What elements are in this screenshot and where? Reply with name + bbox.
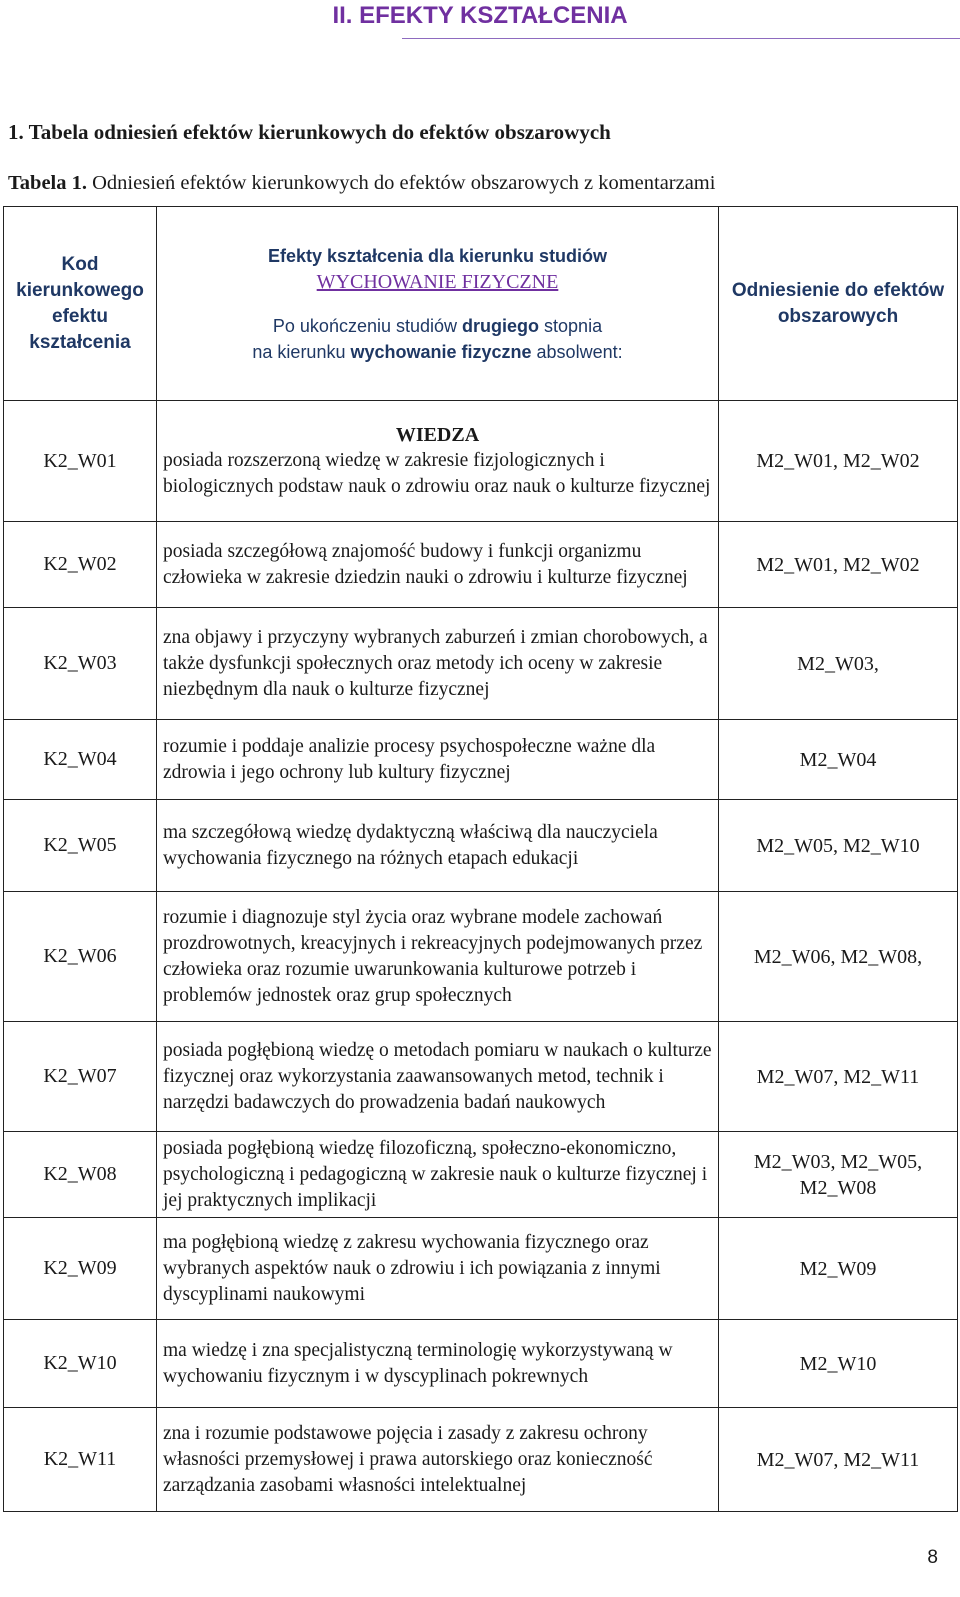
caption-text: Odniesień efektów kierunkowych do efektów obszarowych z komentarzami <box>87 172 716 194</box>
section-heading: 1. Tabela odniesień efektów kierunkowych do efektów obszarowych <box>8 120 611 144</box>
table-header-row <box>4 207 958 401</box>
header-effects <box>157 207 719 401</box>
header-code <box>4 207 157 401</box>
row-reference: M2_W03, M2_W05, M2_W08 <box>719 1132 958 1218</box>
caption-prefix: Tabela 1. <box>8 172 87 194</box>
row-reference: M2_W04 <box>719 720 958 800</box>
title-underline <box>402 38 960 39</box>
row-code: K2_W02 <box>4 522 157 608</box>
row-code: K2_W06 <box>4 892 157 1022</box>
row-reference: M2_W10 <box>719 1320 958 1408</box>
row-description: rozumie i diagnozuje styl życia oraz wybrane modele zachowań prozdrowotnych, kreacyjnych i rekreacyjnych podejmowanych przez człowieka oraz rozumie uwarunkowania kulturowe potrzeb i problemów jednostek oraz grup społecznych <box>157 892 719 1022</box>
row-reference: M2_W06, M2_W08, <box>719 892 958 1022</box>
row-reference: M2_W07, M2_W11 <box>719 1408 958 1512</box>
table-row <box>4 800 958 892</box>
header-effects-line4: na kierunku wychowanie fizyczne absolwent: <box>252 341 623 362</box>
table-row <box>4 1132 958 1218</box>
row-description: posiada pogłębioną wiedzę o metodach pomiaru w naukach o kulturze fizycznej oraz wykorzystania zaawansowanych metod, technik i narzędzi badawczych do prowadzenia badań naukowych <box>157 1022 719 1132</box>
header-effects-line3: Po ukończeniu studiów drugiego stopnia <box>272 315 603 336</box>
table-row <box>4 1022 958 1132</box>
row-description: rozumie i poddaje analizie procesy psychospołeczne ważne dla zdrowia i jego ochrony lub kultury fizycznej <box>157 720 719 800</box>
row-reference: M2_W01, M2_W02 <box>719 401 958 522</box>
row-reference: M2_W07, M2_W11 <box>719 1022 958 1132</box>
header-reference-label: Odniesienie do efektów obszarowych <box>731 279 945 327</box>
table-caption <box>8 172 715 195</box>
row-code: K2_W10 <box>4 1320 157 1408</box>
row-reference: M2_W01, M2_W02 <box>719 522 958 608</box>
table-row <box>4 892 958 1022</box>
row-reference: M2_W05, M2_W10 <box>719 800 958 892</box>
row-code: K2_W04 <box>4 720 157 800</box>
row-code: K2_W07 <box>4 1022 157 1132</box>
page-number: 8 <box>927 1547 938 1568</box>
header-code-label: Kod kierunkowego efektu kształcenia <box>16 253 144 353</box>
row-description: zna objawy i przyczyny wybranych zaburzeń i zmian chorobowych, a także dysfunkcji społecznych oraz metody ich oceny w zakresie niezbędnym dla nauk o kulturze fizycznej <box>157 608 719 720</box>
row-reference: M2_W09 <box>719 1218 958 1320</box>
row-description <box>157 401 719 522</box>
table-row <box>4 720 958 800</box>
table-row <box>4 401 958 522</box>
effects-table <box>3 206 958 1512</box>
header-reference <box>719 207 958 401</box>
table-row <box>4 1320 958 1408</box>
row-code: K2_W08 <box>4 1132 157 1218</box>
row-code: K2_W05 <box>4 800 157 892</box>
row-description: zna i rozumie podstawowe pojęcia i zasady z zakresu ochrony własności przemysłowej i prawa autorskiego oraz konieczność zarządzania zasobami własności intelektualnej <box>157 1408 719 1512</box>
document-title: II. EFEKTY KSZTAŁCENIA <box>332 2 628 29</box>
table-row <box>4 1218 958 1320</box>
row-description: ma pogłębioną wiedzę z zakresu wychowania fizycznego oraz wybranych aspektów nauk o zdrowiu i ich powiązania z innymi dyscyplinami naukowymi <box>157 1218 719 1320</box>
row-code: K2_W01 <box>4 401 157 522</box>
row-description: ma wiedzę i zna specjalistyczną terminologię wykorzystywaną w wychowaniu fizycznym i w dyscyplinach pokrewnych <box>157 1320 719 1408</box>
row-description: posiada pogłębioną wiedzę filozoficzną, społeczno-ekonomiczno, psychologiczną i pedagogiczną w zakresie nauk o kulturze fizycznej i jej praktycznych implikacji <box>157 1132 719 1218</box>
row-code: K2_W09 <box>4 1218 157 1320</box>
section-label-wiedza: WIEDZA <box>395 424 480 446</box>
header-effects-line2: WYCHOWANIE FIZYCZNE <box>316 270 559 293</box>
table-row <box>4 608 958 720</box>
header-effects-line1: Efekty kształcenia dla kierunku studiów <box>267 245 608 266</box>
row-reference: M2_W03, <box>719 608 958 720</box>
row-description: posiada szczegółową znajomość budowy i funkcji organizmu człowieka w zakresie dziedzin nauki o zdrowiu i kulturze fizycznej <box>157 522 719 608</box>
row-description-text: posiada rozszerzoną wiedzę w zakresie fizjologicznych i biologicznych podstaw nauk o zdrowiu oraz nauk o kulturze fizycznej <box>163 450 711 497</box>
row-code: K2_W03 <box>4 608 157 720</box>
row-code: K2_W11 <box>4 1408 157 1512</box>
table-row <box>4 522 958 608</box>
table-row <box>4 1408 958 1512</box>
row-description: ma szczegółową wiedzę dydaktyczną właściwą dla nauczyciela wychowania fizycznego na różnych etapach edukacji <box>157 800 719 892</box>
